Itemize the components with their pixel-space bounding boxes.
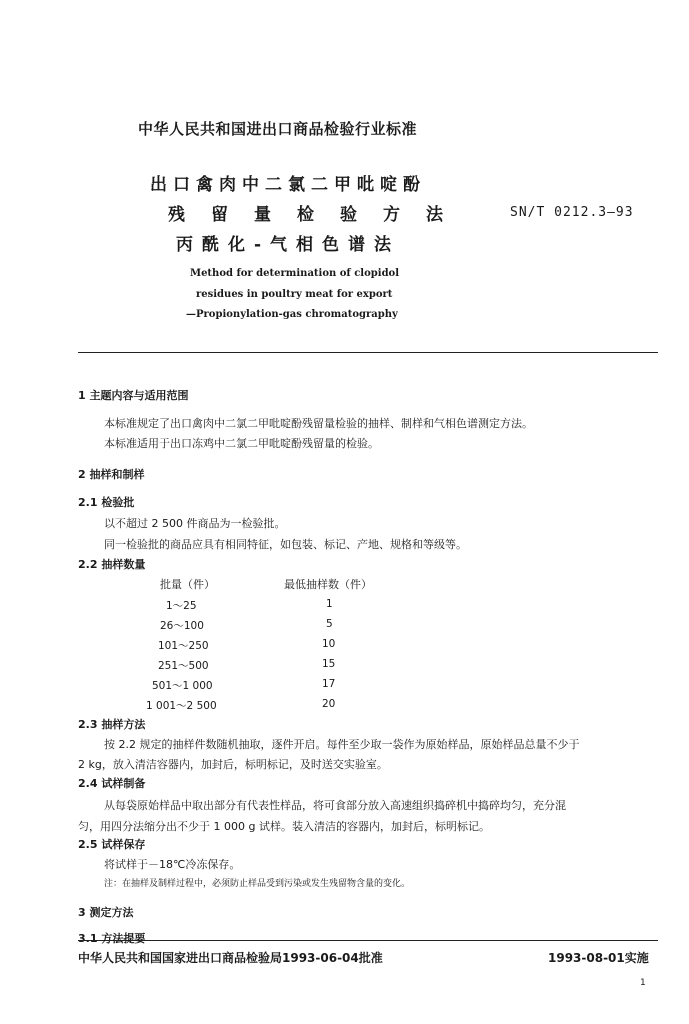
section-2-3-heading: 2.3 抽样方法 bbox=[78, 718, 146, 731]
table-cell-lot: 251～500 bbox=[158, 660, 209, 672]
footer-effective-date: 1993-08-01实施 bbox=[548, 951, 649, 965]
section-2-2-heading: 2.2 抽样数量 bbox=[78, 558, 146, 571]
english-title-line-1: Method for determination of clopidol bbox=[190, 268, 400, 279]
footer-issuer: 中华人民共和国国家进出口商品检验局1993-06-04批准 bbox=[78, 951, 383, 965]
table-cell-samples: 10 bbox=[322, 638, 336, 650]
section-3-1-heading: 3.1 方法提要 bbox=[78, 932, 146, 945]
table-cell-lot: 1 001～2 500 bbox=[146, 700, 217, 712]
section-2-3-line-2: 2 kg，放入清洁容器内，加封后，标明标记，及时送交实验室。 bbox=[78, 758, 388, 771]
table-header-lot-size: 批量（件） bbox=[160, 578, 215, 591]
section-2-5-note: 注：在抽样及制样过程中，必须防止样品受到污染或发生残留物含量的变化。 bbox=[104, 879, 411, 889]
section-2-1-paragraph-2: 同一检验批的商品应具有相同特征，如包装、标记、产地、规格和等级等。 bbox=[104, 538, 467, 551]
standard-series-title: 中华人民共和国进出口商品检验行业标准 bbox=[138, 120, 418, 138]
section-2-4-line-2: 匀，用四分法缩分出不少于 1 000 g 试样。装入清洁的容器内，加封后，标明标记。 bbox=[78, 820, 490, 833]
section-2-5-heading: 2.5 试样保存 bbox=[78, 838, 146, 851]
table-cell-lot: 1～25 bbox=[166, 600, 197, 612]
section-2-1-heading: 2.1 检验批 bbox=[78, 496, 135, 509]
section-2-4-line-1: 从每袋原始样品中取出部分有代表性样品，将可食部分放入高速组织捣碎机中捣碎均匀，充分混 bbox=[104, 799, 566, 812]
table-cell-samples: 15 bbox=[322, 658, 336, 670]
table-cell-samples: 1 bbox=[326, 598, 333, 610]
table-cell-samples: 20 bbox=[322, 698, 336, 710]
section-2-4-heading: 2.4 试样制备 bbox=[78, 777, 146, 790]
section-1-heading: 1 主题内容与适用范围 bbox=[78, 389, 189, 402]
document-title-line-1: 出口禽肉中二氯二甲吡啶酚 bbox=[150, 175, 426, 195]
standard-number: SN/T 0212.3—93 bbox=[510, 205, 634, 220]
table-cell-samples: 17 bbox=[322, 678, 336, 690]
table-cell-lot: 101～250 bbox=[158, 640, 209, 652]
page-number: 1 bbox=[640, 978, 646, 988]
section-2-5-paragraph: 将试样于－18℃冷冻保存。 bbox=[104, 858, 241, 871]
section-3-heading: 3 测定方法 bbox=[78, 906, 134, 919]
section-2-1-paragraph-1: 以不超过 2 500 件商品为一检验批。 bbox=[104, 517, 286, 530]
table-cell-samples: 5 bbox=[326, 618, 333, 630]
header-divider bbox=[78, 352, 658, 353]
section-2-3-line-1: 按 2.2 规定的抽样件数随机抽取，逐件开启。每件至少取一袋作为原始样品，原始样品总量不少于 bbox=[104, 738, 580, 751]
table-header-min-samples: 最低抽样数（件） bbox=[284, 578, 372, 591]
english-title-line-2: residues in poultry meat for export bbox=[196, 289, 393, 300]
english-title-line-3: —Propionylation-gas chromatography bbox=[186, 309, 398, 320]
section-1-paragraph-2: 本标准适用于出口冻鸡中二氯二甲吡啶酚残留量的检验。 bbox=[104, 437, 379, 450]
section-2-heading: 2 抽样和制样 bbox=[78, 468, 145, 481]
section-1-paragraph-1: 本标准规定了出口禽肉中二氯二甲吡啶酚残留量检验的抽样、制样和气相色谱测定方法。 bbox=[104, 417, 533, 430]
document-title-line-2: 残留量检验方法 bbox=[168, 205, 469, 225]
table-cell-lot: 501～1 000 bbox=[152, 680, 213, 692]
footer-divider bbox=[78, 940, 658, 941]
table-cell-lot: 26～100 bbox=[160, 620, 204, 632]
document-title-line-3: 丙酰化-气相色谱法 bbox=[176, 235, 401, 255]
